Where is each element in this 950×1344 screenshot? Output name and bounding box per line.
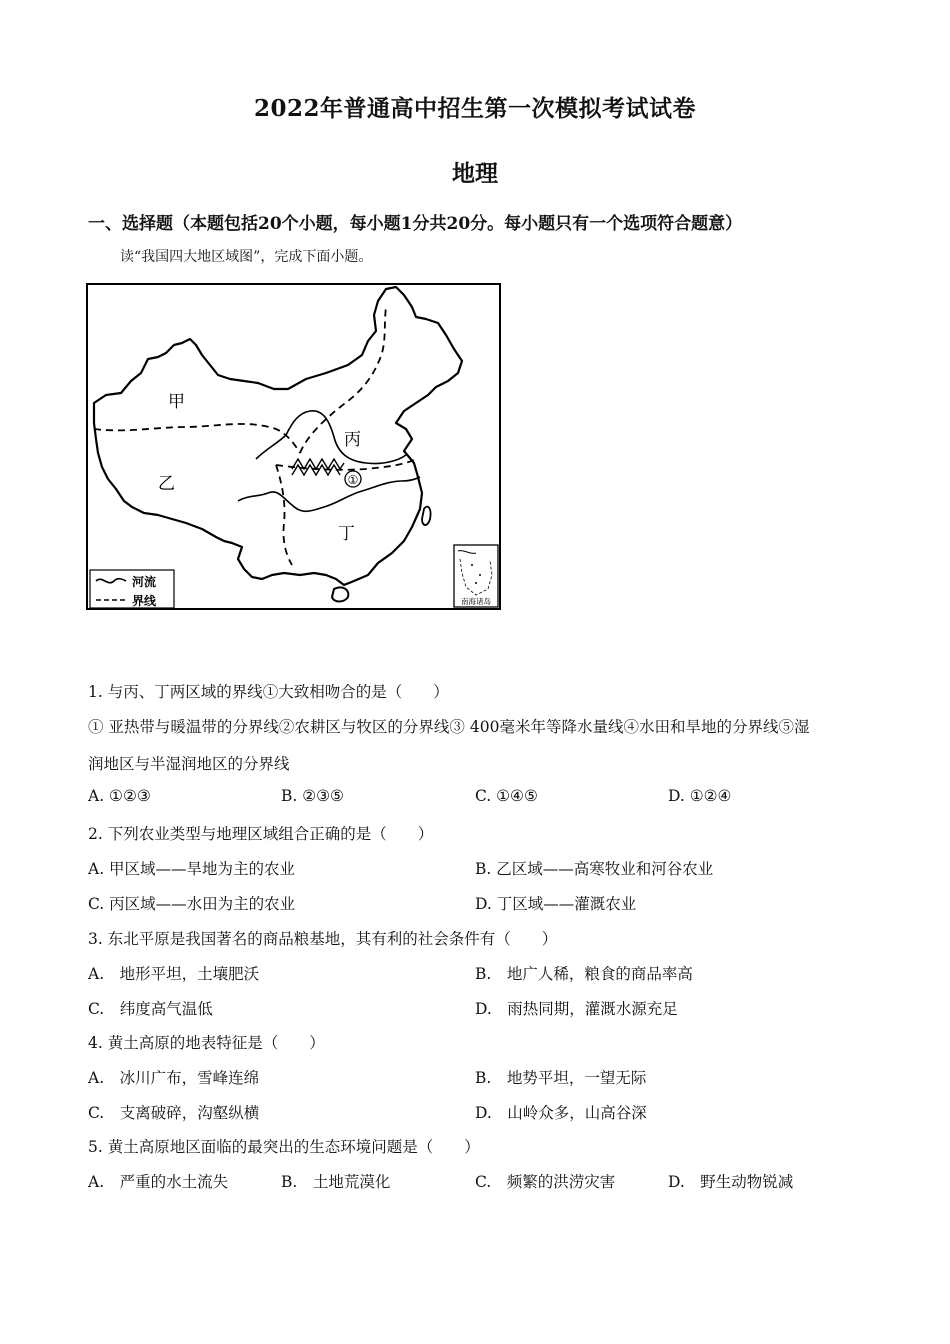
- map-legend: [90, 570, 174, 608]
- question-4-option-b[interactable]: B. 地势平坦，一望无际: [475, 1069, 647, 1087]
- china-regions-map: [86, 283, 502, 611]
- question-5-option-b[interactable]: B. 土地荒漠化: [281, 1173, 391, 1191]
- question-2-option-d[interactable]: D. 丁区域——灌溉农业: [475, 895, 637, 913]
- south-china-sea-inset: [454, 545, 498, 607]
- subject-title: 地理: [452, 160, 498, 187]
- map-frame: [87, 284, 500, 609]
- question-1-option-c[interactable]: C. ①④⑤: [475, 787, 538, 805]
- question-2-option-a[interactable]: A. 甲区域——旱地为主的农业: [88, 860, 296, 878]
- question-3-stem: 3. 东北平原是我国著名的商品粮基地，其有利的社会条件有（ ）: [88, 930, 558, 948]
- question-3-option-d[interactable]: D. 雨热同期，灌溉水源充足: [475, 1000, 678, 1018]
- question-5-option-c[interactable]: C. 频繁的洪涝灾害: [475, 1173, 616, 1191]
- question-2-option-b[interactable]: B. 乙区域——高寒牧业和河谷农业: [475, 860, 714, 878]
- question-4-option-a[interactable]: A. 冰川广布，雪峰连绵: [88, 1069, 260, 1087]
- region-ding-label: 丁: [338, 524, 355, 544]
- inset-label: 南海诸岛: [461, 597, 491, 606]
- question-5-stem: 5. 黄土高原地区面临的最突出的生态环境问题是（ ）: [88, 1138, 480, 1156]
- question-2-option-c[interactable]: C. 丙区域——水田为主的农业: [88, 895, 296, 913]
- section-heading: 一、选择题（本题包括20个小题，每小题1分共20分。每小题只有一个选项符合题意）: [88, 214, 743, 234]
- question-1-option-b[interactable]: B. ②③⑤: [281, 787, 344, 805]
- question-5-option-d[interactable]: D. 野生动物锐减: [668, 1173, 794, 1191]
- question-1-option-a[interactable]: A. ①②③: [88, 787, 151, 805]
- question-4-option-d[interactable]: D. 山岭众多，山高谷深: [475, 1104, 647, 1122]
- boundary-marker: [345, 471, 361, 487]
- map-svg: [86, 283, 502, 611]
- question-5-option-a[interactable]: A. 严重的水土流失: [88, 1173, 229, 1191]
- marker-label: ①: [347, 473, 359, 487]
- question-1-option-d[interactable]: D. ①②④: [668, 787, 732, 805]
- region-jia-label: 甲: [168, 392, 185, 412]
- legend-river-label: 河流: [132, 575, 157, 589]
- question-1-note-line2: 润地区与半湿润地区的分界线: [88, 755, 290, 773]
- question-3-option-b[interactable]: B. 地广人稀，粮食的商品率高: [475, 965, 693, 983]
- legend-boundary-label: 界线: [132, 594, 157, 608]
- region-bing-label: 丙: [344, 430, 361, 450]
- question-4-stem: 4. 黄土高原的地表特征是（ ）: [88, 1034, 325, 1052]
- question-3-option-c[interactable]: C. 纬度高气温低: [88, 1000, 213, 1018]
- question-1-stem: 1. 与丙、丁两区域的界线①大致相吻合的是（ ）: [88, 683, 449, 701]
- question-4-option-c[interactable]: C. 支离破碎，沟壑纵横: [88, 1104, 260, 1122]
- intro-text: 读“我国四大地区域图”，完成下面小题。: [120, 249, 373, 265]
- region-yi-label: 乙: [158, 474, 175, 494]
- question-2-stem: 2. 下列农业类型与地理区域组合正确的是（ ）: [88, 825, 434, 843]
- exam-title: 2022年普通高中招生第一次模拟考试试卷: [253, 95, 696, 122]
- question-1-note-line1: ① 亚热带与暖温带的分界线②农耕区与牧区的分界线③ 400毫米年等降水量线④水田和旱地的分界线⑤湿: [88, 718, 810, 736]
- question-3-option-a[interactable]: A. 地形平坦，土壤肥沃: [88, 965, 260, 983]
